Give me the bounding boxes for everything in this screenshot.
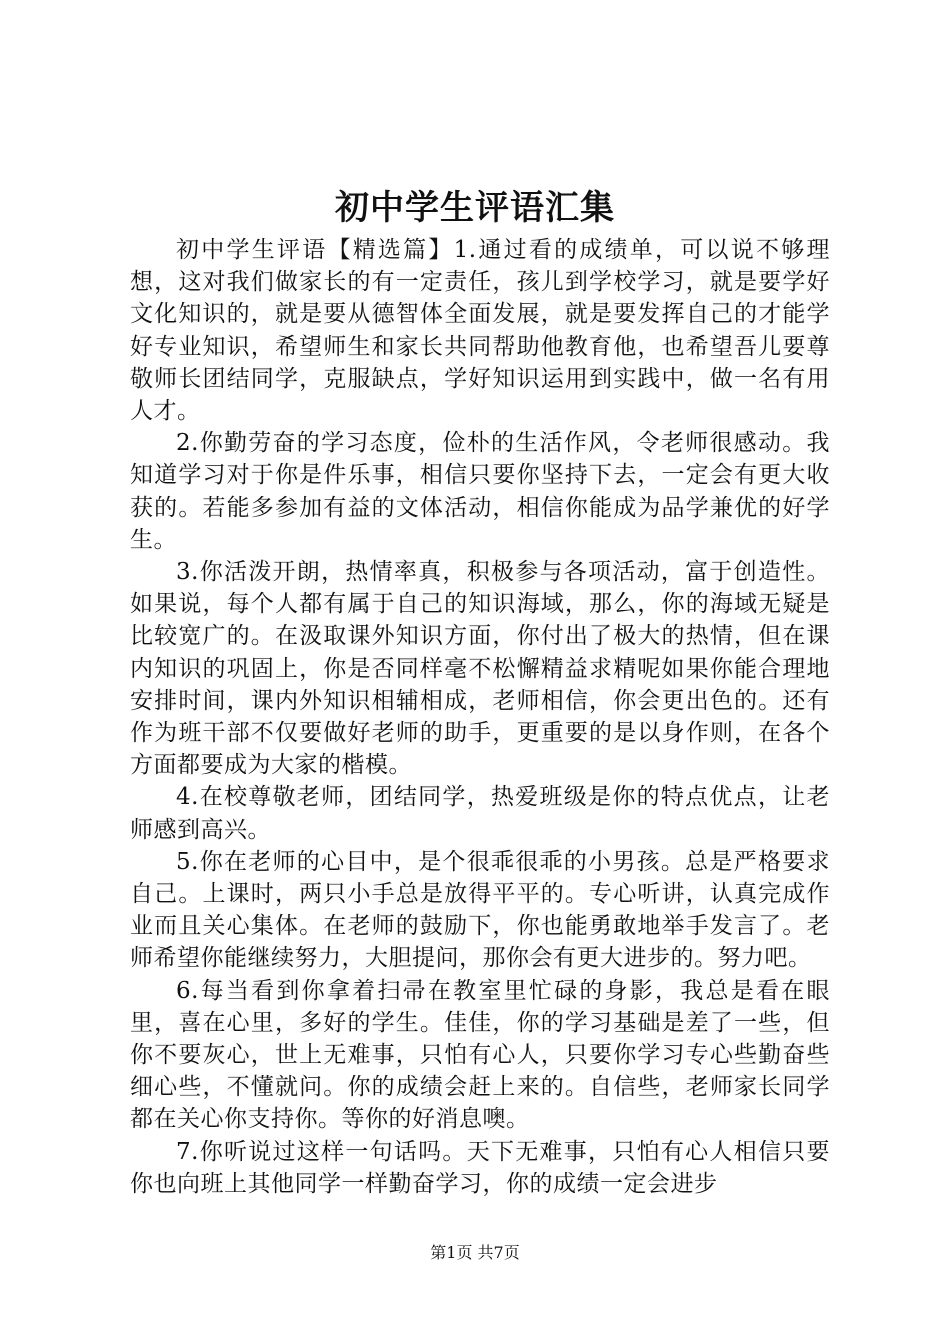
paragraph-1: 初中学生评语【精选篇】1.通过看的成绩单，可以说不够理想，这对我们做家长的有一定责任，孩儿到学校学习，就是要学好文化知识的，就是要从德智体全面发展，就是要发挥自己的才能学好专业知识，希望师生和家长共同帮助他教育他，也希望吾儿要尊敬师长团结同学，克服缺点，学好知识运用到实践中，做一名有用人才。 <box>130 237 830 425</box>
paragraph-3: 3.你活泼开朗，热情率真，积极参与各项活动，富于创造性。如果说，每个人都有属于自己的知识海域，那么，你的海域无疑是比较宽广的。在汲取课外知识方面，你付出了极大的热情，但在课内知识的巩固上，你是否同样毫不松懈精益求精呢如果你能合理地安排时间，课内外知识相辅相成，老师相信，你会更出色的。还有作为班干部不仅要做好老师的助手，更重要的是以身作则，在各个方面都要成为大家的楷模。 <box>130 559 830 779</box>
paragraph-2: 2.你勤劳奋的学习态度，俭朴的生活作风，令老师很感动。我知道学习对于你是件乐事，相信只要你坚持下去，一定会有更大收获的。若能多参加有益的文体活动，相信你能成为品学兼优的好学生。 <box>130 430 830 553</box>
paragraph-6: 6.每当看到你拿着扫帚在教室里忙碌的身影，我总是看在眼里，喜在心里，多好的学生。佳佳，你的学习基础是差了一些，但你不要灰心，世上无难事，只怕有心人，只要你学习专心些勤奋些细心些，不懂就问。你的成绩会赶上来的。自信些，老师家长同学都在关心你支持你。等你的好消息噢。 <box>130 977 830 1133</box>
page-number-footer: 第1页 共7页 <box>430 1243 520 1262</box>
paragraph-4: 4.在校尊敬老师，团结同学，热爱班级是你的特点优点，让老师感到高兴。 <box>130 784 830 843</box>
paragraph-5: 5.你在老师的心目中，是个很乖很乖的小男孩。总是严格要求自己。上课时，两只小手总是放得平平的。专心听讲，认真完成作业而且关心集体。在老师的鼓励下，你也能勇敢地举手发言了。老师希望你能继续努力，大胆提问，那你会有更大进步的。努力吧。 <box>130 848 830 972</box>
paragraph-7: 7.你听说过这样一句话吗。天下无难事，只怕有心人相信只要你也向班上其他同学一样勤奋学习，你的成绩一定会进步 <box>130 1138 830 1197</box>
document-title: 初中学生评语汇集 <box>335 188 615 228</box>
document-body <box>130 234 830 1200</box>
